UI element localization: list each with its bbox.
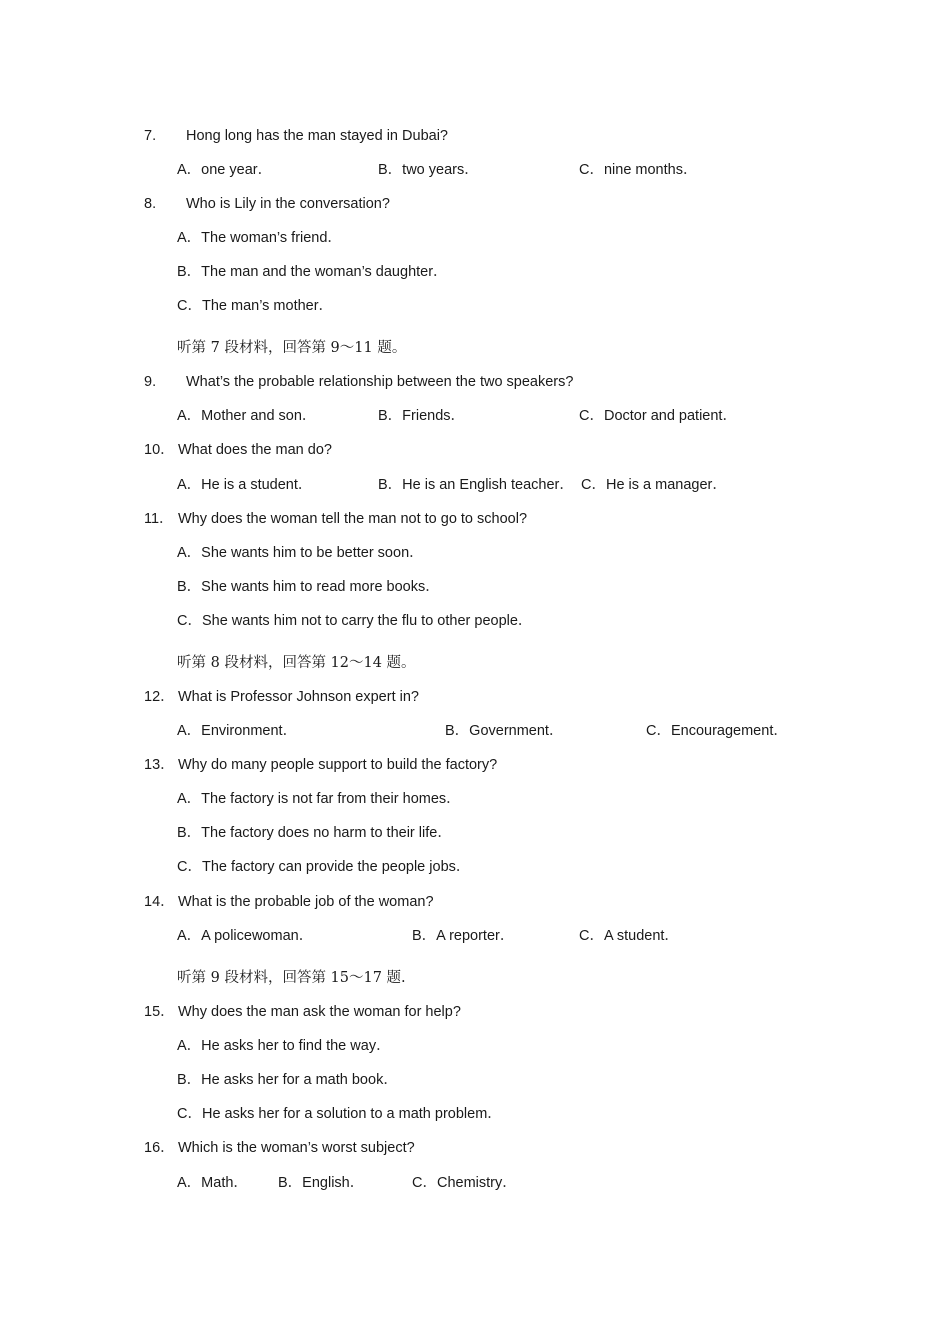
question-13-text: Why do many people support to build the factory? <box>178 757 498 773</box>
question-14-number: 14． <box>144 894 175 910</box>
question-10-text: What does the man do? <box>178 442 332 458</box>
question-7-option-a: A．one year． <box>177 162 273 178</box>
question-15-number: 15． <box>144 1004 175 1020</box>
question-12-option-c: C．Encouragement． <box>646 723 788 739</box>
question-7-number: 7. <box>144 128 157 144</box>
question-9-option-b: B．Friends． <box>378 408 466 424</box>
question-14-option-a: A．A policewoman． <box>177 928 314 944</box>
question-9-text: What’s the probable relationship between the two speakers? <box>186 374 574 390</box>
question-15-option-b: B．He asks her for a math book． <box>177 1072 398 1088</box>
question-10-option-b: B．He is an English teacher． <box>378 477 574 493</box>
question-8-option-a: A．The woman’s friend． <box>177 230 342 246</box>
question-10-number: 10． <box>144 442 175 458</box>
question-14-text: What is the probable job of the woman? <box>178 894 434 910</box>
question-16-number: 16． <box>144 1140 175 1156</box>
question-7-text: Hong long has the man stayed in Dubai? <box>186 128 448 144</box>
question-9-option-a: A．Mother and son． <box>177 408 317 424</box>
question-12-option-a: A．Environment． <box>177 723 298 739</box>
question-16-option-c: C．Chemistry． <box>412 1175 517 1191</box>
question-12-text: What is Professor Johnson expert in? <box>178 689 419 705</box>
section-9-heading: 听第 9 段材料，回答第 15～17 题. <box>177 970 406 986</box>
question-15-option-c: C．He asks her for a solution to a math problem． <box>177 1106 502 1122</box>
question-7-option-c: C．nine months． <box>579 162 698 178</box>
question-7-option-b: B．two years． <box>378 162 479 178</box>
question-8-option-c: C．The man’s mother． <box>177 298 334 314</box>
question-13-option-b: B．The factory does no harm to their life． <box>177 825 452 841</box>
question-11-option-a: A．She wants him to be better soon． <box>177 545 424 561</box>
question-11-number: 11． <box>144 511 174 527</box>
question-9-number: 9. <box>144 374 157 390</box>
question-9-option-c: C．Doctor and patient． <box>579 408 737 424</box>
question-11-option-b: B．She wants him to read more books． <box>177 579 440 595</box>
question-10-option-a: A．He is a student． <box>177 477 313 493</box>
section-8-heading: 听第 8 段材料，回答第 12～14 题。 <box>177 655 416 671</box>
question-8-option-b: B．The man and the woman’s daughter． <box>177 264 448 280</box>
question-12-option-b: B．Government． <box>445 723 564 739</box>
question-15-text: Why does the man ask the woman for help? <box>178 1004 461 1020</box>
question-15-option-a: A．He asks her to find the way． <box>177 1038 391 1054</box>
question-12-number: 12． <box>144 689 175 705</box>
question-11-option-c: C．She wants him not to carry the flu to other people． <box>177 613 533 629</box>
question-13-option-a: A．The factory is not far from their homes． <box>177 791 461 807</box>
question-8-number: 8. <box>144 196 157 212</box>
question-13-option-c: C．The factory can provide the people jobs． <box>177 859 471 875</box>
question-14-option-c: C．A student． <box>579 928 679 944</box>
section-7-heading: 听第 7 段材料，回答第 9～11 题。 <box>177 340 407 356</box>
question-8-text: Who is Lily in the conversation? <box>186 196 390 212</box>
question-10-option-c: C．He is a manager． <box>581 477 727 493</box>
question-14-option-b: B．A reporter． <box>412 928 515 944</box>
question-16-option-b: B．English． <box>278 1175 365 1191</box>
question-11-text: Why does the woman tell the man not to go to school? <box>178 511 528 527</box>
question-16-option-a: A．Math． <box>177 1175 248 1191</box>
question-16-text: Which is the woman’s worst subject? <box>178 1140 415 1156</box>
question-13-number: 13． <box>144 757 175 773</box>
